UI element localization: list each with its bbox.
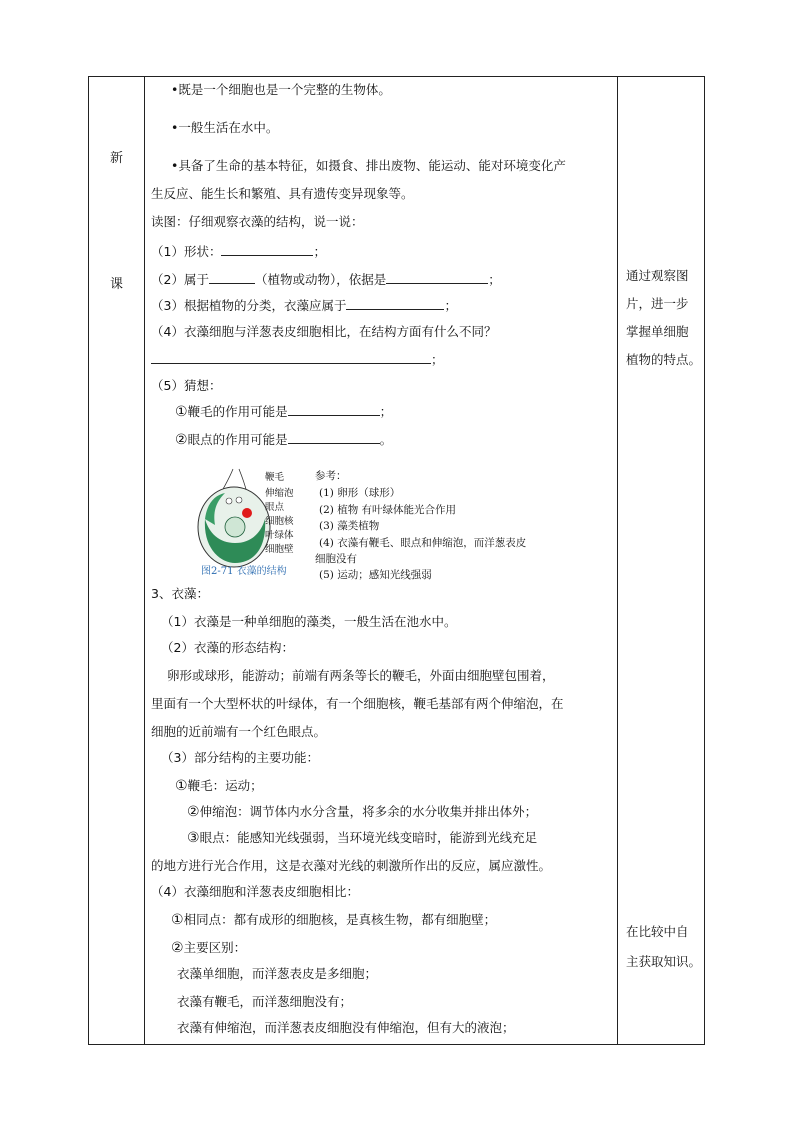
answer-blank[interactable] bbox=[288, 431, 380, 444]
paragraph: 里面有一个大型杯状的叶绿体，有一个细胞核，鞭毛基部有两个伸缩泡，在 bbox=[151, 696, 564, 711]
note-line: 掌握单细胞 bbox=[626, 324, 689, 339]
compare-text: 主要区别： bbox=[183, 940, 247, 955]
reference-item: (3) 藻类植物 bbox=[319, 520, 380, 532]
section-label-top: 新 bbox=[109, 151, 123, 166]
question-text: （3）根据植物的分类，衣藻应属于 bbox=[151, 298, 347, 313]
question-3 bbox=[151, 297, 457, 315]
bullet-text: •一般生活在水中。 bbox=[171, 120, 279, 135]
circled-number: ② bbox=[171, 940, 184, 956]
section-label-bottom: 课 bbox=[109, 277, 123, 292]
answer-blank[interactable] bbox=[221, 243, 313, 256]
question-text: （1）形状： bbox=[151, 244, 222, 259]
reference-item: (4) 衣藻有鞭毛、眼点和伸缩泡，而洋葱表皮 bbox=[319, 537, 527, 549]
paragraph: 细胞的近前端有一个红色眼点。 bbox=[151, 724, 327, 739]
punct: 。 bbox=[379, 432, 393, 447]
note-line: 植物的特点。 bbox=[626, 352, 702, 367]
paragraph: （4）衣藻细胞和洋葱表皮细胞相比： bbox=[151, 884, 359, 899]
difference-item: 衣藻有鞭毛，而洋葱细胞没有； bbox=[177, 994, 353, 1009]
question-1 bbox=[151, 243, 326, 261]
question-text: （2）属于 bbox=[151, 272, 209, 287]
question-text: （植物或动物），依据是 bbox=[254, 272, 387, 287]
note-line: 片，进一步 bbox=[626, 296, 689, 311]
reference-title: 参考： bbox=[315, 470, 347, 482]
paragraph: 的地方进行光合作用，这是衣藻对光线的刺激所作出的反应，属应激性。 bbox=[151, 858, 552, 873]
eyespot bbox=[242, 508, 252, 518]
column-divider bbox=[617, 77, 618, 1044]
function-item bbox=[175, 777, 263, 795]
bullet-text: •既是一个细胞也是一个完整的生物体。 bbox=[171, 82, 391, 97]
punct: ； bbox=[444, 298, 457, 313]
answer-blank[interactable] bbox=[386, 271, 488, 284]
reference-item: (1) 卵形（球形） bbox=[319, 487, 401, 499]
bullet-text: •具备了生命的基本特征，如摄食、排出废物、能运动、能对环境变化产 bbox=[171, 158, 566, 173]
figure-label: 伸缩泡 bbox=[265, 488, 294, 499]
answer-blank[interactable] bbox=[151, 351, 431, 364]
paragraph: 卵形或球形，能游动；前端有两条等长的鞭毛，外面由细胞壁包围着， bbox=[167, 668, 555, 683]
difference-item: 衣藻有伸缩泡，而洋葱表皮细胞没有伸缩泡，但有大的液泡； bbox=[177, 1020, 515, 1035]
section-title: 3、衣藻： bbox=[151, 586, 209, 601]
punct: ； bbox=[313, 244, 326, 259]
question-text: 鞭毛的作用可能是 bbox=[187, 404, 288, 419]
function-text: 鞭毛：运动； bbox=[187, 778, 263, 793]
question-4: （4）衣藻细胞与洋葱表皮细胞相比，在结构方面有什么不同？ bbox=[151, 324, 497, 339]
question-4-answer bbox=[151, 351, 444, 369]
lesson-table bbox=[88, 76, 705, 1045]
figure-caption: 图2-71 衣藻的结构 bbox=[201, 566, 287, 577]
function-text: 伸缩泡：调节体内水分含量，将多余的水分收集并排出体外； bbox=[199, 804, 538, 819]
circled-number: ② bbox=[175, 432, 188, 448]
question-5-2 bbox=[175, 431, 392, 449]
reference-item: 细胞没有 bbox=[315, 553, 357, 565]
circled-number: ① bbox=[175, 404, 188, 420]
paragraph: （3）部分结构的主要功能： bbox=[161, 750, 319, 765]
question-5: （5）猜想： bbox=[151, 378, 222, 393]
punct: ； bbox=[488, 272, 501, 287]
bullet-text: 生反应、能生长和繁殖、具有遗传变异现象等。 bbox=[151, 186, 414, 201]
answer-blank[interactable] bbox=[209, 271, 255, 284]
function-text: 眼点：能感知光线强弱，当环境光线变暗时，能游到光线充足 bbox=[199, 830, 538, 845]
contractile-vacuole bbox=[236, 497, 242, 503]
figure-label: 细胞壁 bbox=[265, 544, 294, 555]
paragraph: （1）衣藻是一种单细胞的藻类，一般生活在池水中。 bbox=[161, 614, 457, 629]
column-divider bbox=[144, 77, 145, 1044]
contractile-vacuole bbox=[226, 498, 232, 504]
read-intro: 读图：仔细观察衣藻的结构，说一说： bbox=[151, 214, 364, 229]
figure-label: 叶绿体 bbox=[265, 530, 294, 541]
question-5-1 bbox=[175, 403, 392, 421]
punct: ； bbox=[431, 352, 444, 367]
figure-label: 眼点 bbox=[265, 502, 285, 513]
figure-label: 细胞核 bbox=[265, 516, 294, 527]
question-2 bbox=[151, 271, 501, 289]
difference-item: 衣藻单细胞，而洋葱表皮是多细胞； bbox=[177, 966, 378, 981]
circled-number: ① bbox=[171, 912, 184, 928]
nucleus bbox=[225, 517, 245, 537]
figure-label: 鞭毛 bbox=[265, 472, 285, 483]
function-item bbox=[187, 803, 537, 821]
compare-item bbox=[171, 939, 246, 957]
circled-number: ③ bbox=[187, 830, 200, 846]
compare-text: 相同点：都有成形的细胞核，是真核生物，都有细胞壁； bbox=[183, 912, 497, 927]
circled-number: ② bbox=[187, 804, 200, 820]
note-line: 主获取知识。 bbox=[626, 954, 702, 969]
reference-item: (5) 运动；感知光线强弱 bbox=[319, 569, 432, 581]
circled-number: ① bbox=[175, 778, 188, 794]
reference-item: (2) 植物 有叶绿体能光合作用 bbox=[319, 504, 457, 516]
punct: ； bbox=[379, 404, 393, 419]
function-item bbox=[187, 829, 537, 847]
note-line: 在比较中自 bbox=[626, 924, 689, 939]
answer-blank[interactable] bbox=[346, 297, 444, 310]
question-text: 眼点的作用可能是 bbox=[187, 432, 288, 447]
note-line: 通过观察图 bbox=[626, 268, 689, 283]
compare-item bbox=[171, 911, 496, 929]
paragraph: （2）衣藻的形态结构： bbox=[161, 640, 294, 655]
answer-blank[interactable] bbox=[288, 403, 380, 416]
